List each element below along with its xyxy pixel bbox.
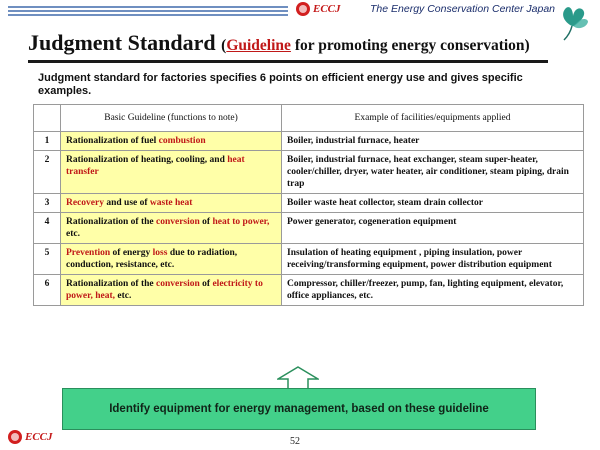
table-body: [34, 132, 584, 306]
table-row: [34, 275, 584, 306]
highlighted-term: heat transfer: [66, 155, 245, 177]
eccj-logo-bottom: [8, 430, 53, 444]
logo-text: ECCJ: [313, 3, 341, 15]
guideline-text: of: [199, 217, 213, 227]
example-cell: Boiler, industrial furnace, heater: [282, 132, 584, 151]
basic-guideline-cell: [61, 275, 282, 306]
footer-logo-text: ECCJ: [25, 431, 53, 443]
table-header-row: [34, 105, 584, 132]
guideline-text: Rationalization of heating, cooling, and: [66, 155, 228, 165]
example-cell: Insulation of heating equipment , piping insulation, power receiving/transforming equipment, power distribution equipment: [282, 244, 584, 275]
table-row: [34, 244, 584, 275]
title-subtitle: [221, 37, 530, 54]
highlighted-term: Recovery: [66, 198, 104, 208]
page-title: [28, 30, 530, 56]
highlighted-term: conversion: [155, 279, 200, 289]
guideline-table: [33, 104, 584, 306]
basic-guideline-cell: [61, 132, 282, 151]
eccj-logo-top: [296, 2, 341, 16]
title-guideline-highlight: Guideline: [226, 37, 291, 54]
header-decorative-lines: [8, 6, 288, 16]
header-number: [34, 105, 61, 132]
table-row: [34, 132, 584, 151]
example-cell: Boiler, industrial furnace, heat exchanger, steam super-heater, cooler/chiller, dryer, water heater, air conditioner, steam piping, drain trap: [282, 151, 584, 194]
row-number: 4: [34, 213, 61, 244]
guideline-text: of energy: [110, 248, 153, 258]
row-number: 2: [34, 151, 61, 194]
header-basic-guideline: Basic Guideline (functions to note): [61, 105, 282, 132]
eccj-circle-icon: [296, 2, 310, 16]
callout-box: Identify equipment for energy management, based on these guideline: [62, 388, 536, 430]
row-number: 5: [34, 244, 61, 275]
highlighted-term: waste heat: [149, 198, 193, 208]
header-examples: Example of facilities/equipments applied: [282, 105, 584, 132]
guideline-text: etc.: [66, 229, 80, 239]
highlighted-term: Prevention: [66, 248, 111, 258]
basic-guideline-cell: [61, 194, 282, 213]
basic-guideline-cell: [61, 244, 282, 275]
row-number: 6: [34, 275, 61, 306]
highlighted-term: electricity to power, heat,: [66, 279, 263, 301]
guideline-text: Rationalization of fuel: [66, 136, 159, 146]
highlighted-term: combustion: [158, 136, 206, 146]
highlighted-term: heat to power,: [212, 217, 270, 227]
page-number: 52: [290, 436, 300, 447]
intro-text: Judgment standard for factories specifies 6 points on efficient energy use and gives specific examples.: [38, 72, 523, 97]
row-number: 3: [34, 194, 61, 213]
row-number: 1: [34, 132, 61, 151]
example-cell: Boiler waste heat collector, steam drain collector: [282, 194, 584, 213]
basic-guideline-cell: [61, 213, 282, 244]
guideline-text: etc.: [115, 291, 132, 301]
guideline-text: of: [199, 279, 213, 289]
guideline-text: Rationalization of the: [66, 279, 156, 289]
highlighted-term: conversion: [155, 217, 200, 227]
eccj-circle-icon: [8, 430, 22, 444]
clover-logo-icon: [552, 2, 594, 44]
guideline-text: due to radiation, conduction, resistance, etc.: [66, 248, 238, 270]
organization-name: The Energy Conservation Center Japan: [370, 3, 556, 15]
highlighted-term: loss: [152, 248, 168, 258]
title-open-paren: (: [221, 37, 227, 54]
example-cell: Compressor, chiller/freezer, pump, fan, lighting equipment, elevator, office appliances, etc.: [282, 275, 584, 306]
table-row: [34, 213, 584, 244]
title-underline: [28, 60, 548, 63]
guideline-text: Rationalization of the: [66, 217, 156, 227]
table-row: [34, 151, 584, 194]
guideline-text: and use of: [103, 198, 150, 208]
basic-guideline-cell: [61, 151, 282, 194]
title-rest: for promoting energy conservation): [290, 37, 530, 54]
example-cell: Power generator, cogeneration equipment: [282, 213, 584, 244]
title-main: Judgment Standard: [28, 30, 222, 55]
table-row: [34, 194, 584, 213]
